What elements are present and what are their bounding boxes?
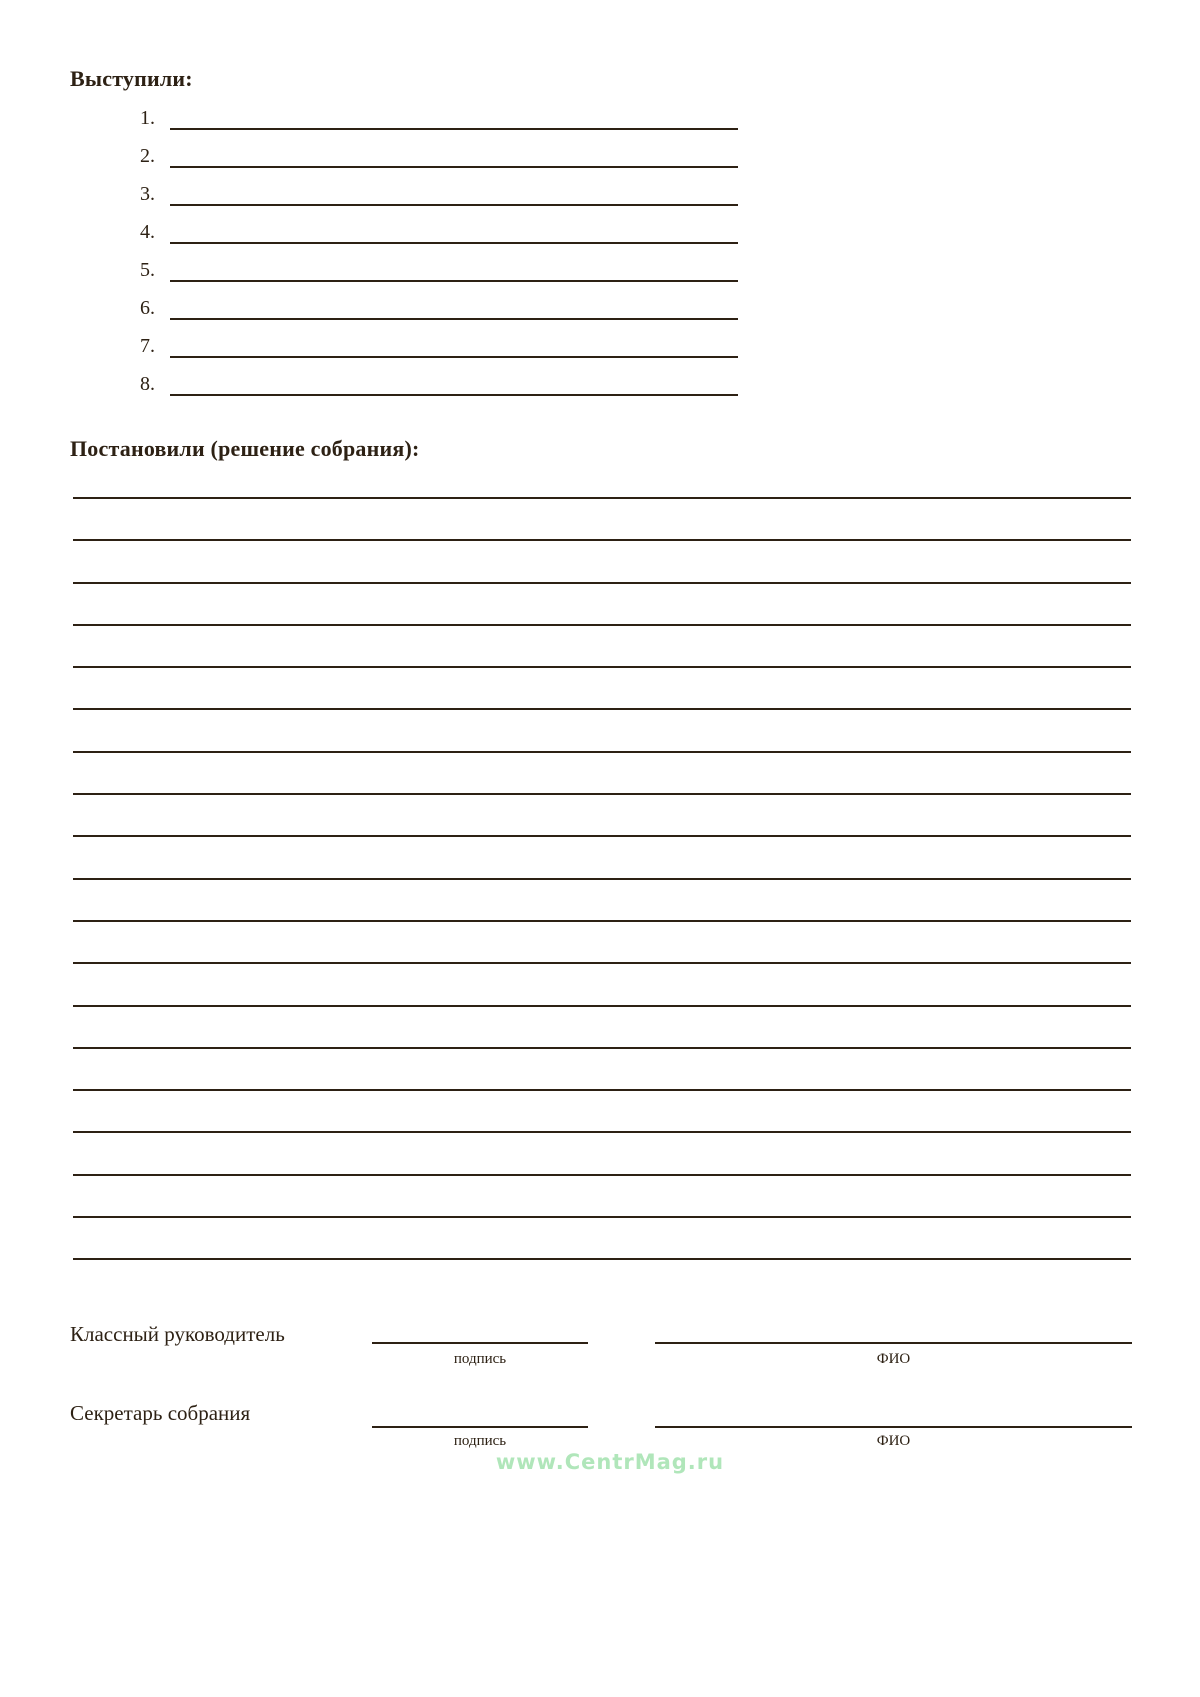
speaker-list-item bbox=[140, 358, 738, 396]
speaker-blank-line bbox=[170, 126, 738, 130]
name-caption: ФИО bbox=[876, 1433, 911, 1449]
speaker-list-item bbox=[140, 320, 738, 358]
resolution-blank-line bbox=[73, 753, 1131, 795]
resolution-blank-line bbox=[73, 964, 1131, 1006]
speakers-section-title: Выступили: bbox=[70, 66, 193, 91]
speaker-list-item bbox=[140, 168, 738, 206]
resolution-blank-line bbox=[73, 499, 1131, 541]
signature-caption: подпись bbox=[453, 1433, 507, 1449]
speaker-blank-line bbox=[170, 278, 738, 282]
name-caption: ФИО bbox=[876, 1351, 911, 1367]
speaker-item-number: 1. bbox=[140, 107, 155, 129]
speaker-blank-line bbox=[170, 202, 738, 206]
speaker-item-number: 6. bbox=[140, 297, 155, 319]
resolution-section-title: Постановили (решение собрания): bbox=[70, 436, 420, 461]
speaker-blank-line bbox=[170, 164, 738, 168]
speaker-blank-line bbox=[170, 240, 738, 244]
speaker-item-number: 8. bbox=[140, 373, 155, 395]
speaker-blank-line bbox=[170, 316, 738, 320]
watermark: www.CentrMag.ru bbox=[495, 1450, 725, 1474]
speaker-list-item bbox=[140, 92, 738, 130]
resolution-blank-line bbox=[73, 710, 1131, 752]
resolution-blank-line bbox=[73, 1176, 1131, 1218]
resolution-blank-line bbox=[73, 880, 1131, 922]
signature-role-meeting-secretary: Секретарь собрания bbox=[70, 1401, 251, 1425]
resolution-blank-line bbox=[73, 922, 1131, 964]
speakers-list bbox=[140, 92, 738, 396]
signature-caption: подпись bbox=[453, 1351, 507, 1367]
speaker-blank-line bbox=[170, 392, 738, 396]
speaker-list-item bbox=[140, 282, 738, 320]
resolution-blank-line bbox=[73, 1049, 1131, 1091]
speaker-item-number: 7. bbox=[140, 335, 155, 357]
resolution-blank-line bbox=[73, 1133, 1131, 1175]
speaker-list-item bbox=[140, 206, 738, 244]
speaker-blank-line bbox=[170, 354, 738, 358]
resolution-blank-line bbox=[73, 795, 1131, 837]
speaker-item-number: 5. bbox=[140, 259, 155, 281]
speaker-item-number: 3. bbox=[140, 183, 155, 205]
name-blank-line bbox=[655, 1340, 1132, 1344]
resolution-blank-line bbox=[73, 837, 1131, 879]
signature-blank-line bbox=[372, 1424, 588, 1428]
resolution-blank-line bbox=[73, 1091, 1131, 1133]
resolution-lines bbox=[73, 464, 1131, 1260]
resolution-blank-line bbox=[73, 541, 1131, 583]
resolution-blank-line bbox=[73, 1218, 1131, 1260]
resolution-blank-line bbox=[73, 584, 1131, 626]
name-blank-line bbox=[655, 1424, 1132, 1428]
speaker-item-number: 2. bbox=[140, 145, 155, 167]
speaker-list-item bbox=[140, 244, 738, 282]
resolution-blank-line bbox=[73, 668, 1131, 710]
resolution-blank-line bbox=[73, 464, 1131, 499]
signature-role-class-teacher: Классный руководитель bbox=[70, 1322, 285, 1346]
speaker-list-item bbox=[140, 130, 738, 168]
speaker-item-number: 4. bbox=[140, 221, 155, 243]
signature-blank-line bbox=[372, 1340, 588, 1344]
resolution-blank-line bbox=[73, 626, 1131, 668]
resolution-blank-line bbox=[73, 1007, 1131, 1049]
